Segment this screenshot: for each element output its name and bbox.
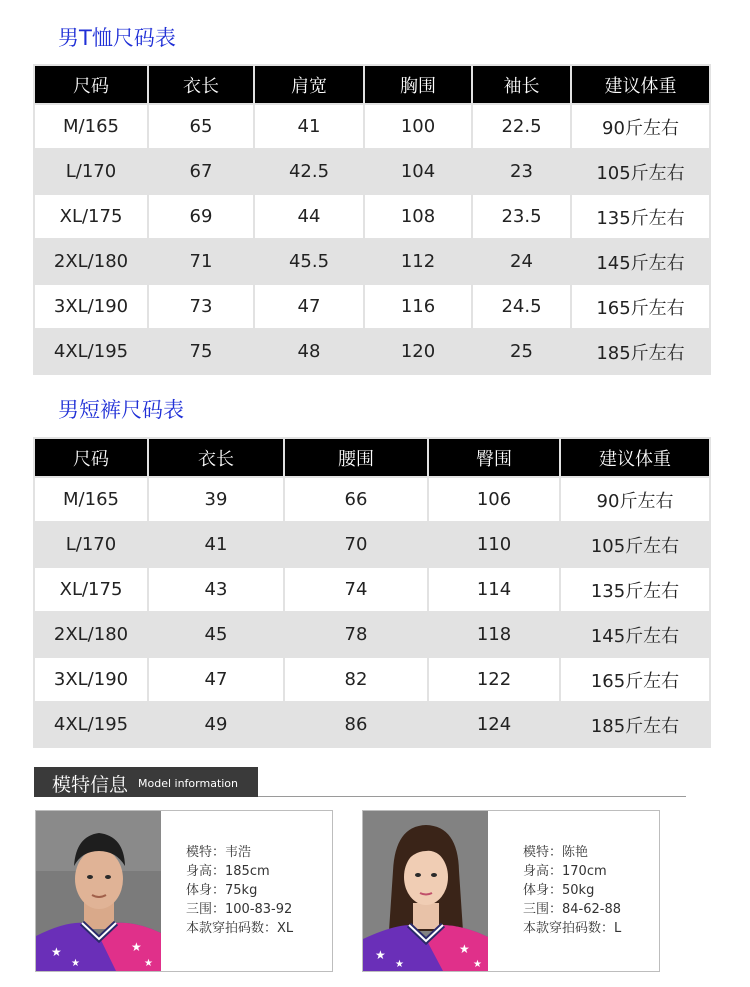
table-cell: 47 bbox=[255, 285, 363, 328]
svg-text:★: ★ bbox=[144, 958, 153, 969]
table-cell: 108 bbox=[365, 195, 471, 238]
table-cell: 185斤左右 bbox=[572, 330, 709, 373]
table-cell: 4XL/195 bbox=[35, 330, 147, 373]
svg-text:★: ★ bbox=[375, 948, 386, 962]
table-cell: 104 bbox=[365, 150, 471, 193]
table-cell: 42.5 bbox=[255, 150, 363, 193]
model-info-title: 模特信息 bbox=[52, 774, 129, 796]
table-row bbox=[35, 613, 709, 656]
table-cell: 47 bbox=[149, 658, 283, 701]
table-cell: 114 bbox=[429, 568, 559, 611]
table-cell: 49 bbox=[149, 703, 283, 746]
table-cell: 106 bbox=[429, 478, 559, 521]
model-measurements: 三围：100-83-92 bbox=[186, 902, 293, 917]
model-name: 模特：陈艳 bbox=[523, 845, 589, 860]
table-cell: 3XL/190 bbox=[35, 658, 147, 701]
column-header: 胸围 bbox=[365, 66, 471, 103]
column-header: 尺码 bbox=[35, 439, 147, 476]
table-cell: 78 bbox=[285, 613, 427, 656]
table-cell: 185斤左右 bbox=[561, 703, 709, 746]
table-row bbox=[35, 105, 709, 148]
table-cell: 120 bbox=[365, 330, 471, 373]
table-row bbox=[35, 330, 709, 373]
table-cell: 165斤左右 bbox=[572, 285, 709, 328]
shorts-size-title: 男短裤尺码表 bbox=[58, 398, 184, 422]
table-cell: L/170 bbox=[35, 150, 147, 193]
table-row bbox=[35, 658, 709, 701]
table-cell: XL/175 bbox=[35, 195, 147, 238]
table-cell: 65 bbox=[149, 105, 253, 148]
column-header: 建议体重 bbox=[572, 66, 709, 103]
table-cell: 105斤左右 bbox=[561, 523, 709, 566]
table-cell: 66 bbox=[285, 478, 427, 521]
column-header: 建议体重 bbox=[561, 439, 709, 476]
table-cell: 23 bbox=[473, 150, 570, 193]
table-row bbox=[35, 523, 709, 566]
table-cell: 4XL/195 bbox=[35, 703, 147, 746]
table-cell: 24 bbox=[473, 240, 570, 283]
female-model-photo bbox=[363, 811, 488, 971]
divider bbox=[258, 796, 686, 797]
table-cell: 67 bbox=[149, 150, 253, 193]
table-row bbox=[35, 195, 709, 238]
table-cell: 135斤左右 bbox=[572, 195, 709, 238]
model-height: 身高：185cm bbox=[186, 864, 270, 879]
table-cell: 45 bbox=[149, 613, 283, 656]
table-row bbox=[35, 703, 709, 746]
model-info-header bbox=[34, 767, 258, 797]
table-cell: 118 bbox=[429, 613, 559, 656]
table-cell: 110 bbox=[429, 523, 559, 566]
table-cell: 41 bbox=[149, 523, 283, 566]
table-row bbox=[35, 285, 709, 328]
table-cell: 145斤左右 bbox=[561, 613, 709, 656]
column-header: 尺码 bbox=[35, 66, 147, 103]
table-cell: 90斤左右 bbox=[572, 105, 709, 148]
table-cell: 3XL/190 bbox=[35, 285, 147, 328]
table-cell: 2XL/180 bbox=[35, 613, 147, 656]
svg-text:★: ★ bbox=[459, 942, 470, 956]
column-header: 衣长 bbox=[149, 439, 283, 476]
model-info-text bbox=[186, 843, 293, 938]
table-cell: 100 bbox=[365, 105, 471, 148]
svg-text:★: ★ bbox=[71, 958, 80, 969]
table-cell: 22.5 bbox=[473, 105, 570, 148]
table-cell: 90斤左右 bbox=[561, 478, 709, 521]
table-cell: 74 bbox=[285, 568, 427, 611]
table-cell: 2XL/180 bbox=[35, 240, 147, 283]
table-cell: 75 bbox=[149, 330, 253, 373]
model-worn-size: 本款穿拍码数：XL bbox=[186, 921, 294, 936]
table-cell: XL/175 bbox=[35, 568, 147, 611]
table-cell: 41 bbox=[255, 105, 363, 148]
column-header: 腰围 bbox=[285, 439, 427, 476]
table-cell: 69 bbox=[149, 195, 253, 238]
table-cell: 24.5 bbox=[473, 285, 570, 328]
male-model-photo bbox=[36, 811, 161, 971]
shirt-size-title: 男T恤尺码表 bbox=[58, 26, 176, 50]
column-header: 臀围 bbox=[429, 439, 559, 476]
svg-text:★: ★ bbox=[473, 959, 482, 970]
column-header: 衣长 bbox=[149, 66, 253, 103]
model-height: 身高：170cm bbox=[523, 864, 607, 879]
svg-text:★: ★ bbox=[51, 945, 62, 959]
model-name: 模特：韦浩 bbox=[186, 845, 252, 860]
table-cell: 45.5 bbox=[255, 240, 363, 283]
table-cell: 73 bbox=[149, 285, 253, 328]
table-cell: 25 bbox=[473, 330, 570, 373]
column-header: 肩宽 bbox=[255, 66, 363, 103]
table-cell: 39 bbox=[149, 478, 283, 521]
table-cell: 112 bbox=[365, 240, 471, 283]
table-cell: M/165 bbox=[35, 105, 147, 148]
shirt-size-table bbox=[33, 64, 711, 375]
table-header-row bbox=[35, 439, 709, 476]
table-cell: 86 bbox=[285, 703, 427, 746]
table-cell: 43 bbox=[149, 568, 283, 611]
table-cell: 165斤左右 bbox=[561, 658, 709, 701]
table-cell: 71 bbox=[149, 240, 253, 283]
table-cell: M/165 bbox=[35, 478, 147, 521]
table-cell: 135斤左右 bbox=[561, 568, 709, 611]
table-cell: L/170 bbox=[35, 523, 147, 566]
table-cell: 124 bbox=[429, 703, 559, 746]
table-row bbox=[35, 150, 709, 193]
table-cell: 44 bbox=[255, 195, 363, 238]
model-card-2 bbox=[362, 810, 660, 972]
table-row bbox=[35, 240, 709, 283]
table-cell: 145斤左右 bbox=[572, 240, 709, 283]
shorts-size-table bbox=[33, 437, 711, 748]
table-cell: 116 bbox=[365, 285, 471, 328]
table-cell: 122 bbox=[429, 658, 559, 701]
column-header: 袖长 bbox=[473, 66, 570, 103]
table-cell: 70 bbox=[285, 523, 427, 566]
model-worn-size: 本款穿拍码数：L bbox=[523, 921, 622, 936]
svg-text:★: ★ bbox=[395, 959, 404, 970]
svg-text:★: ★ bbox=[131, 940, 142, 954]
model-info-subtitle: Model information bbox=[138, 777, 239, 790]
table-cell: 82 bbox=[285, 658, 427, 701]
table-cell: 105斤左右 bbox=[572, 150, 709, 193]
model-measurements: 三围：84-62-88 bbox=[523, 902, 622, 917]
model-weight: 体身：75kg bbox=[186, 883, 258, 898]
table-row bbox=[35, 478, 709, 521]
table-cell: 23.5 bbox=[473, 195, 570, 238]
model-info-text bbox=[523, 843, 621, 938]
table-header-row bbox=[35, 66, 709, 103]
model-card-1 bbox=[35, 810, 333, 972]
table-row bbox=[35, 568, 709, 611]
model-weight: 体身：50kg bbox=[523, 883, 595, 898]
table-cell: 48 bbox=[255, 330, 363, 373]
